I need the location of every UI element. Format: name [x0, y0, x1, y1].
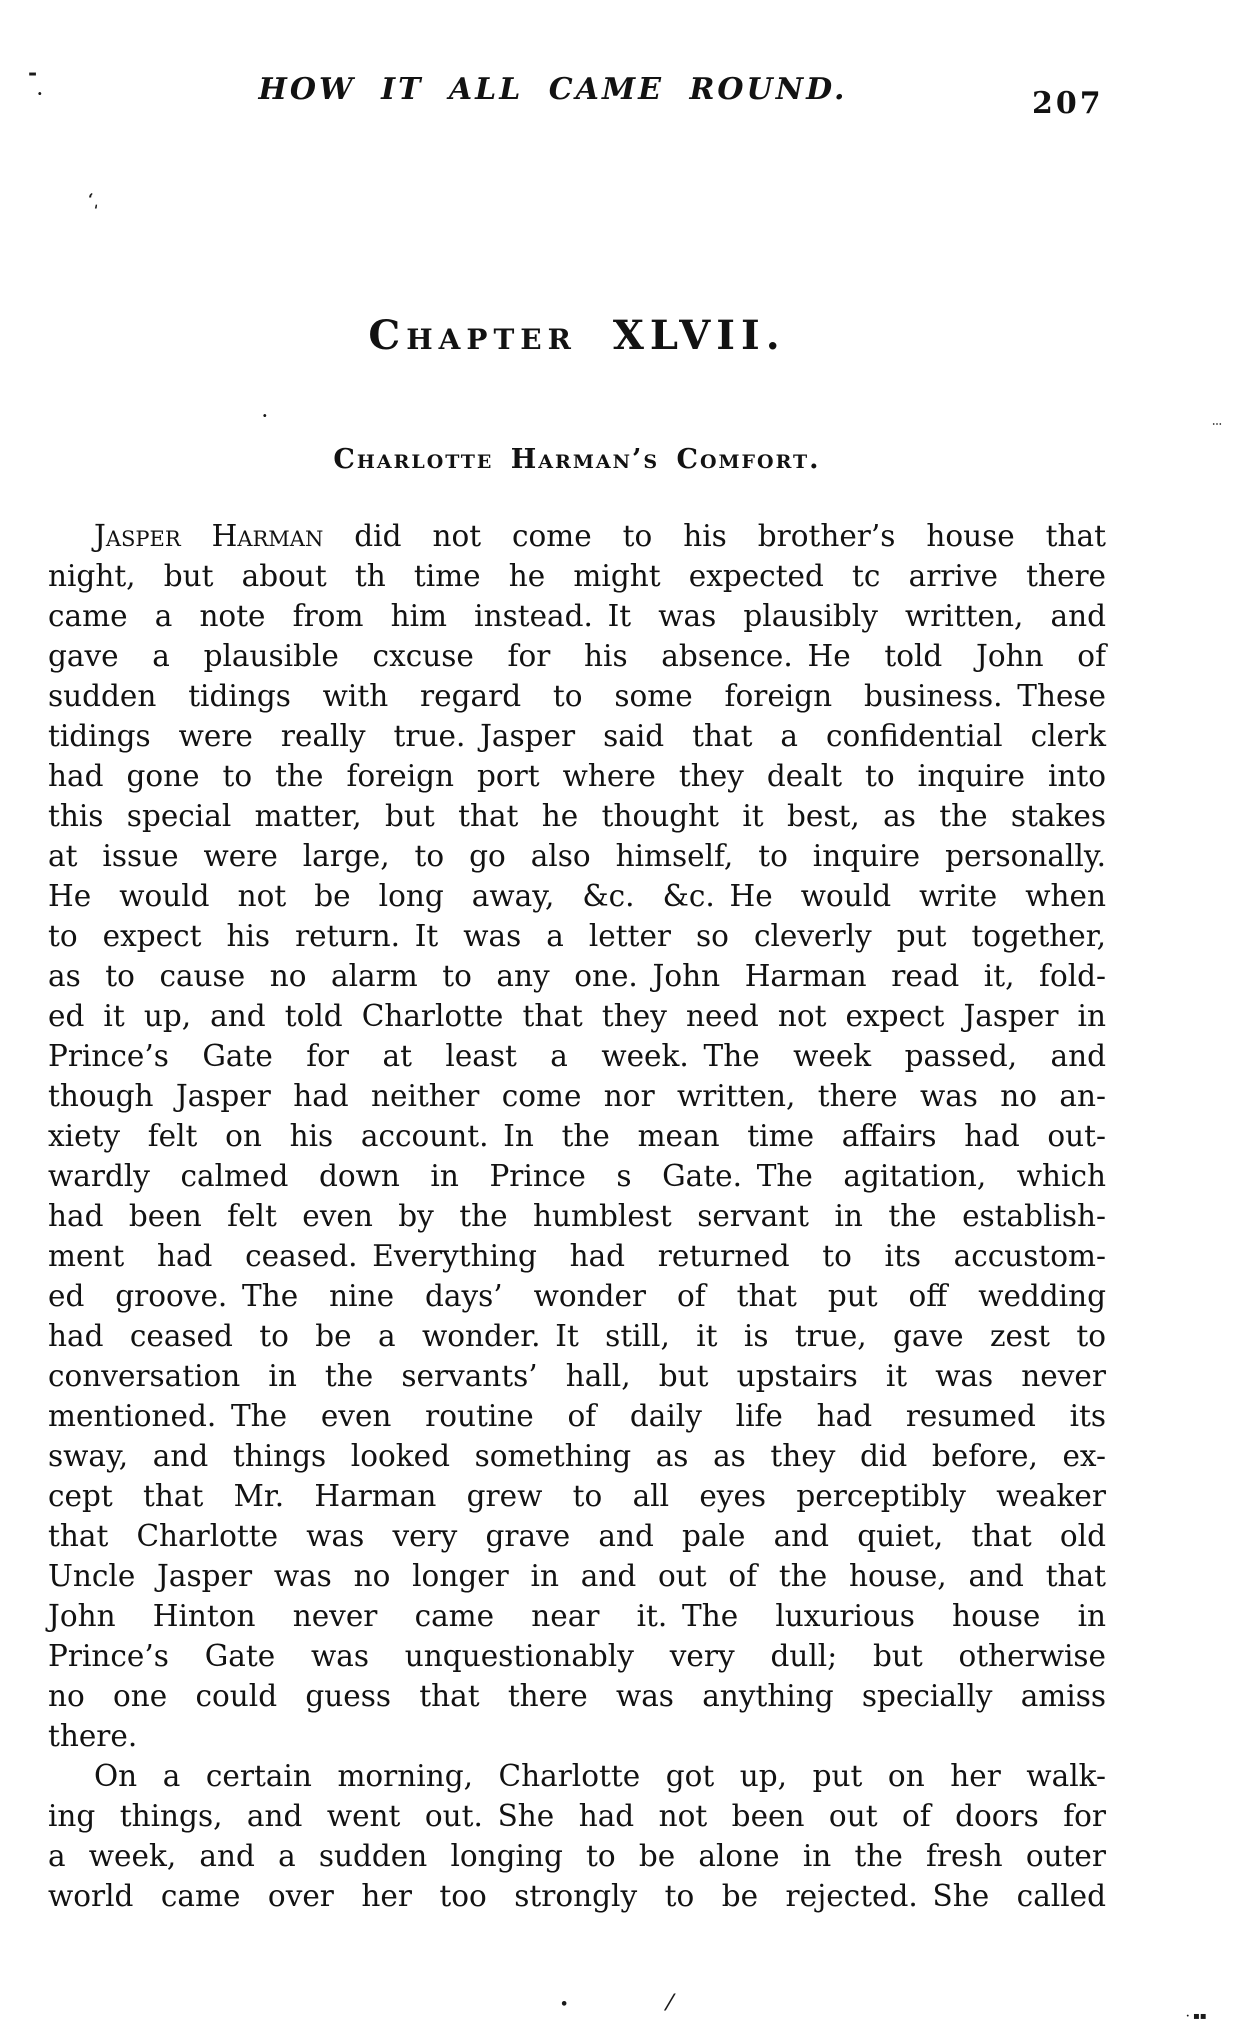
text-line: came a note from him instead. It was plausibly written, and	[48, 599, 1106, 633]
text-line: no one could guess that there was anything specially amiss	[48, 1679, 1106, 1713]
text-line: had been felt even by the humblest servant in the establish-	[48, 1199, 1106, 1233]
text-line: there.	[48, 1719, 138, 1753]
text-line: Uncle Jasper was no longer in and out of the house, and that	[48, 1559, 1106, 1593]
stray-mark-dash-top-left: -	[28, 60, 38, 86]
text-line: conversation in the servants’ hall, but upstairs it was never	[48, 1359, 1106, 1393]
body-text	[48, 516, 1106, 1916]
text-line: xiety felt on his account. In the mean time affairs had out-	[48, 1119, 1106, 1153]
stray-mark-quote-left: ʻ͵	[88, 190, 99, 209]
text-line: wardly calmed down in Prince s Gate. The agitation, which	[48, 1159, 1106, 1193]
text-line: John Hinton never came near it. The luxurious house in	[48, 1599, 1106, 1633]
stray-mark-dot-top-left: .	[37, 80, 43, 99]
small-caps-lead: Jasper Harman	[94, 519, 324, 553]
text-line: ing things, and went out. She had not been out of doors for	[48, 1799, 1106, 1833]
stray-mark-specks-bottom-right: · ▪▪	[1186, 2011, 1207, 2022]
text-line: a week, and a sudden longing to be alone in the fresh outer	[48, 1839, 1106, 1873]
text-line: Prince’s Gate was unquestionably very dull; but otherwise	[48, 1639, 1106, 1673]
chapter-subtitle: Charlotte Harman’s Comfort.	[333, 444, 821, 475]
text-line: had gone to the foreign port where they dealt to inquire into	[48, 759, 1106, 793]
text-line: as to cause no alarm to any one. John Harman read it, fold-	[48, 959, 1106, 993]
text-line: at issue were large, to go also himself, to inquire personally.	[48, 839, 1106, 873]
text-line: cept that Mr. Harman grew to all eyes perceptibly weaker	[48, 1479, 1106, 1513]
stray-mark-slash-bottom: ⁄	[668, 1990, 672, 2016]
text-line: ed groove. The nine days’ wonder of that put off wedding	[48, 1279, 1106, 1313]
running-title: HOW IT ALL CAME ROUND.	[258, 72, 848, 107]
text-line: mentioned. The even routine of daily life had resumed its	[48, 1399, 1106, 1433]
text-line: that Charlotte was very grave and pale and quiet, that old	[48, 1519, 1106, 1553]
text-line: had ceased to be a wonder. It still, it is true, gave zest to	[48, 1319, 1106, 1353]
text-line: tidings were really true. Jasper said that a confidential clerk	[48, 719, 1106, 753]
text-line: Jasper Harman did not come to his brother’s house that	[94, 519, 1106, 553]
text-line: to expect his return. It was a letter so cleverly put together,	[48, 919, 1106, 953]
text-line: ment had ceased. Everything had returned to its accustom-	[48, 1239, 1106, 1273]
text-line: world came over her too strongly to be rejected. She called	[48, 1879, 1106, 1913]
text-line: sway, and things looked something as as they did before, ex-	[48, 1439, 1106, 1473]
text-line: ed it up, and told Charlotte that they need not expect Jasper in	[48, 999, 1106, 1033]
text-line: gave a plausible cxcuse for his absence. He told John of	[48, 639, 1106, 673]
text-line: He would not be long away, &c. &c. He would write when	[48, 879, 1106, 913]
text-line: On a certain morning, Charlotte got up, put on her walk-	[94, 1759, 1106, 1793]
text-line: though Jasper had neither come nor written, there was no an-	[48, 1079, 1106, 1113]
stray-mark-dot-bottom: •	[560, 1997, 569, 2012]
text-line: this special matter, but that he thought it best, as the stakes	[48, 799, 1106, 833]
chapter-heading: Chapter XLVII.	[368, 312, 786, 359]
page-number: 207	[1032, 86, 1104, 121]
stray-mark-dot-above-subtitle: ·	[262, 406, 268, 425]
text-line: sudden tidings with regard to some foreign business. These	[48, 679, 1106, 713]
stray-mark-right-edge: ⋯	[1212, 419, 1222, 430]
text-line: night, but about th time he might expected tc arrive there	[48, 559, 1106, 593]
text-line: Prince’s Gate for at least a week. The week passed, and	[48, 1039, 1106, 1073]
